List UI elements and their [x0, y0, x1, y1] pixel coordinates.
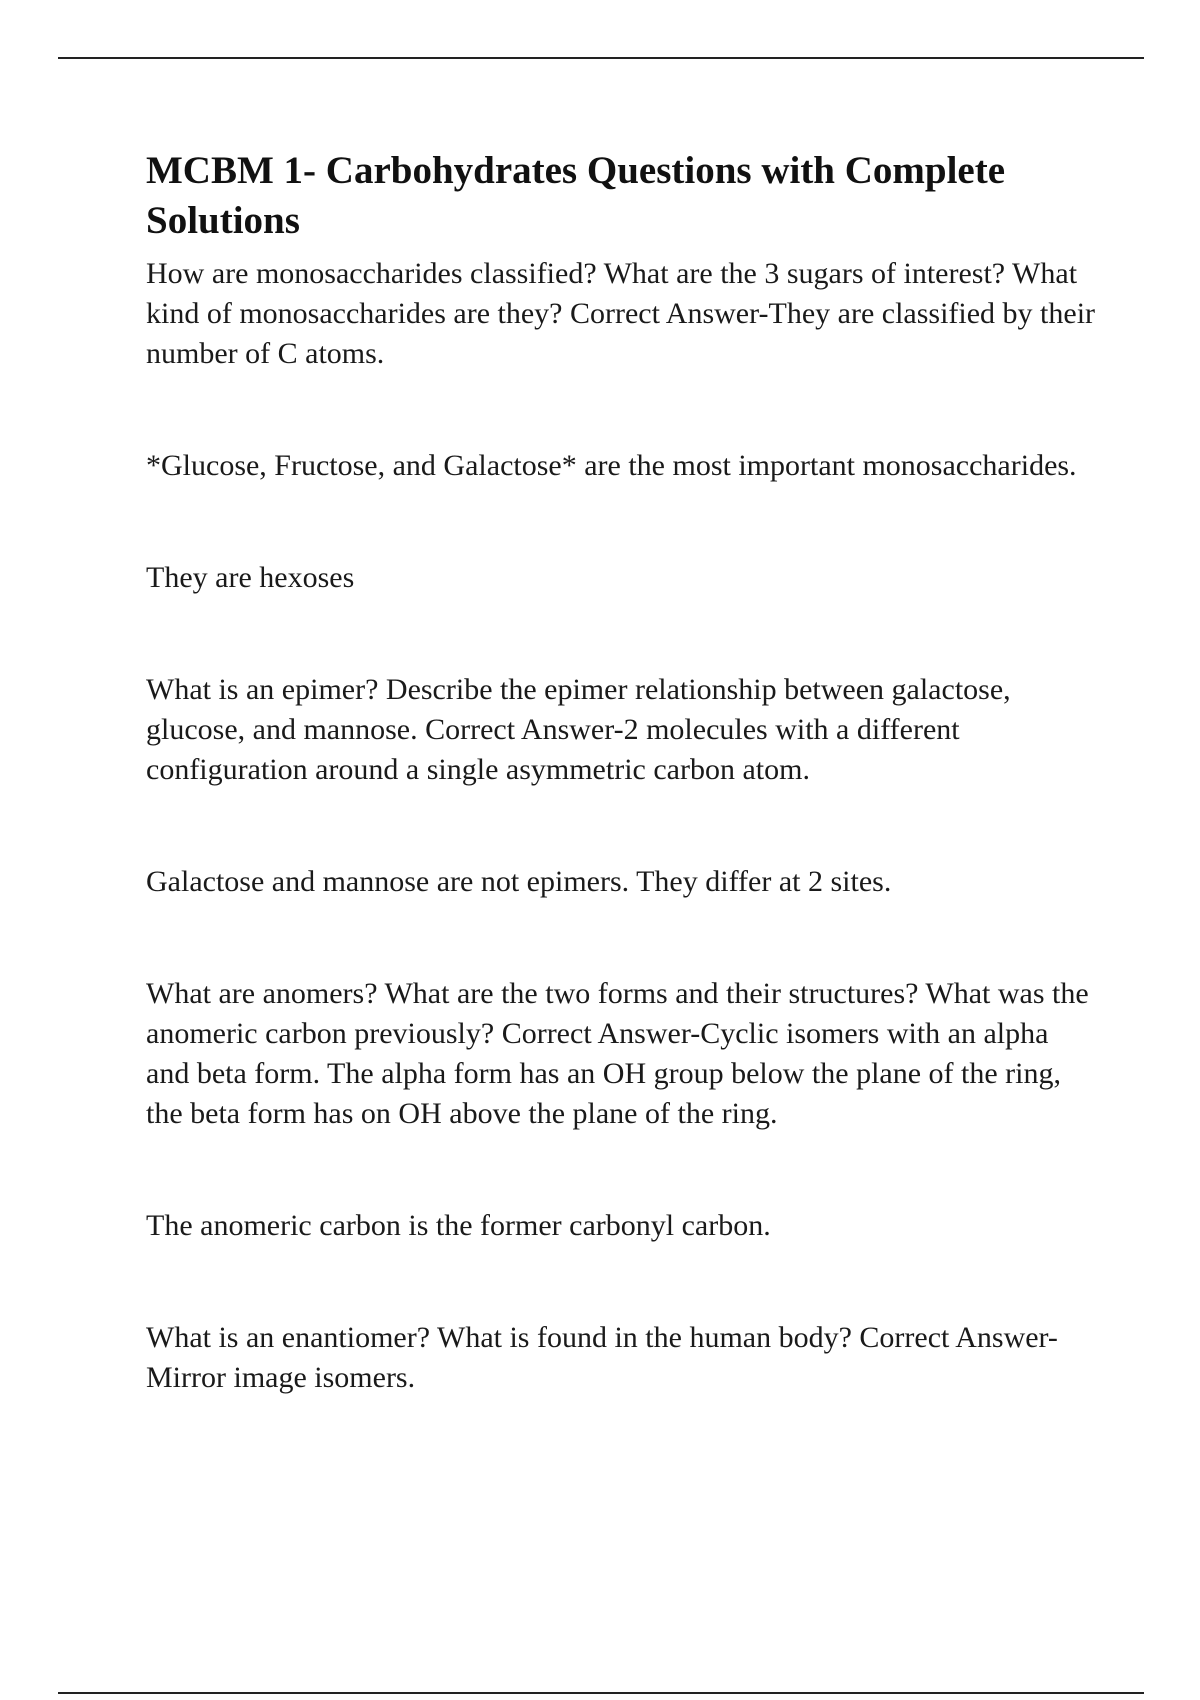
- paragraph-hexoses: They are hexoses: [146, 561, 355, 594]
- top-divider: [58, 57, 1144, 59]
- paragraph-anomer-question: What are anomers? What are the two forms and their structures? What was the anomeric carbon previously? Correct Answer-Cyclic isomers with an alpha and beta form. The alpha form has an OH group below the plane of the ring, the beta form has on OH above the plane of the ring.: [146, 977, 1089, 1130]
- paragraph-epimer-question: What is an epimer? Describe the epimer relationship between galactose, glucose, and mannose. Correct Answer-2 molecules with a different configuration around a single asymmetric carbon atom.: [146, 673, 1011, 786]
- paragraph-monosaccharide-question: How are monosaccharides classified? What are the 3 sugars of interest? What kind of monosaccharides are they? Correct Answer-They are classified by their number of C atoms.: [146, 257, 1096, 370]
- document-title: MCBM 1- Carbohydrates Questions with Complete Solutions: [146, 149, 1006, 242]
- document-body: [146, 146, 1096, 1398]
- bottom-divider: [58, 1692, 1144, 1694]
- paragraph-epimer-note: Galactose and mannose are not epimers. They differ at 2 sites.: [146, 865, 892, 898]
- paragraph-anomeric-carbon: The anomeric carbon is the former carbonyl carbon.: [146, 1209, 771, 1242]
- paragraph-enantiomer-question: What is an enantiomer? What is found in the human body? Correct Answer-Mirror image isomers.: [146, 1321, 1058, 1394]
- paragraph-important-monosaccharides: *Glucose, Fructose, and Galactose* are the most important monosaccharides.: [146, 449, 1077, 482]
